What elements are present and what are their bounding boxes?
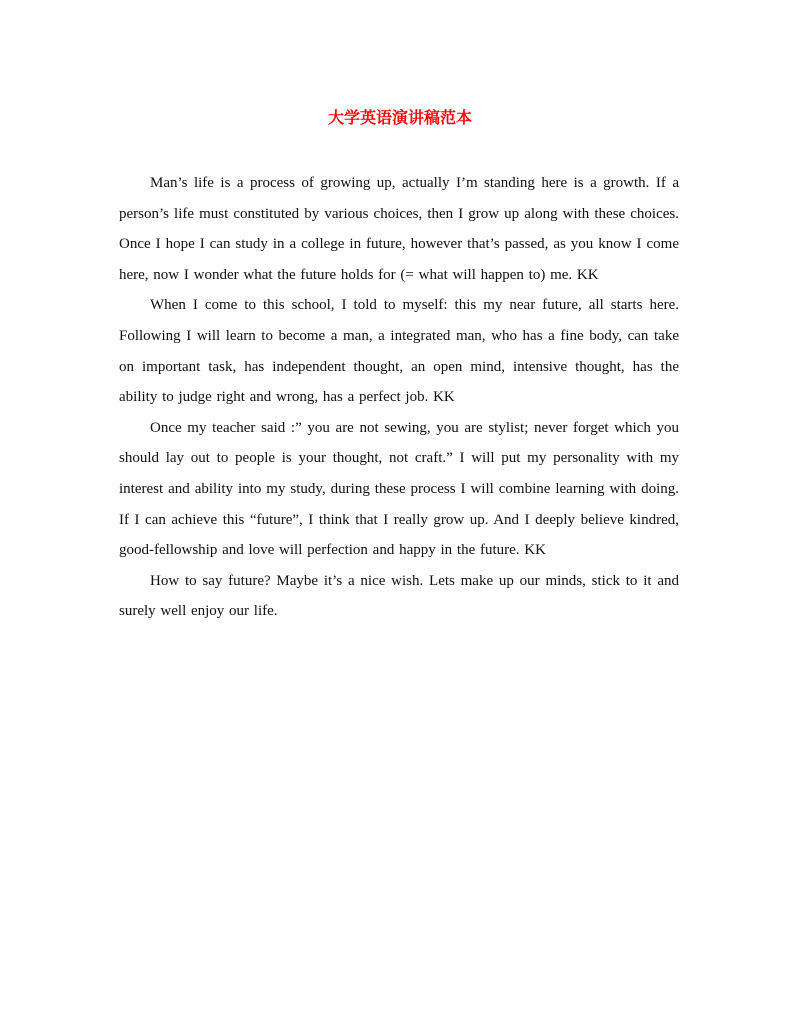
document-title: 大学英语演讲稿范本 [327, 108, 472, 127]
paragraph-1: Man’s life is a process of growing up, actually I’m standing here is a growth. If a person’s life must constituted by various choices, then I grow up along with these choices. Once I hope I can study in a college in future, however that’s passed, as you know I come here, now I wonder what the future holds for (= what will happen to) me. KK [119, 175, 679, 283]
document-body [119, 168, 679, 627]
paragraph-2: When I come to this school, I told to myself: this my near future, all starts here. Following I will learn to become a man, a integrated man, who has a fine body, can take on important task, has independent thought, an open mind, intensive thought, has the ability to judge right and wrong, has a perfect job. KK [119, 297, 679, 406]
paragraph-3: Once my teacher said :” you are not sewing, you are stylist; never forget which you should lay out to people is your thought, not craft.” I will put my personality with my interest and ability into my study, during these process I will combine learning with doing. If I can achieve this “future”, I think that I really grow up. And I deeply believe kindred, good-fellowship and love will perfection and happy in the future. KK [119, 419, 679, 559]
paragraph-4: How to say future? Maybe it’s a nice wish. Lets make up our minds, stick to it and surely well enjoy our life. [119, 572, 679, 620]
